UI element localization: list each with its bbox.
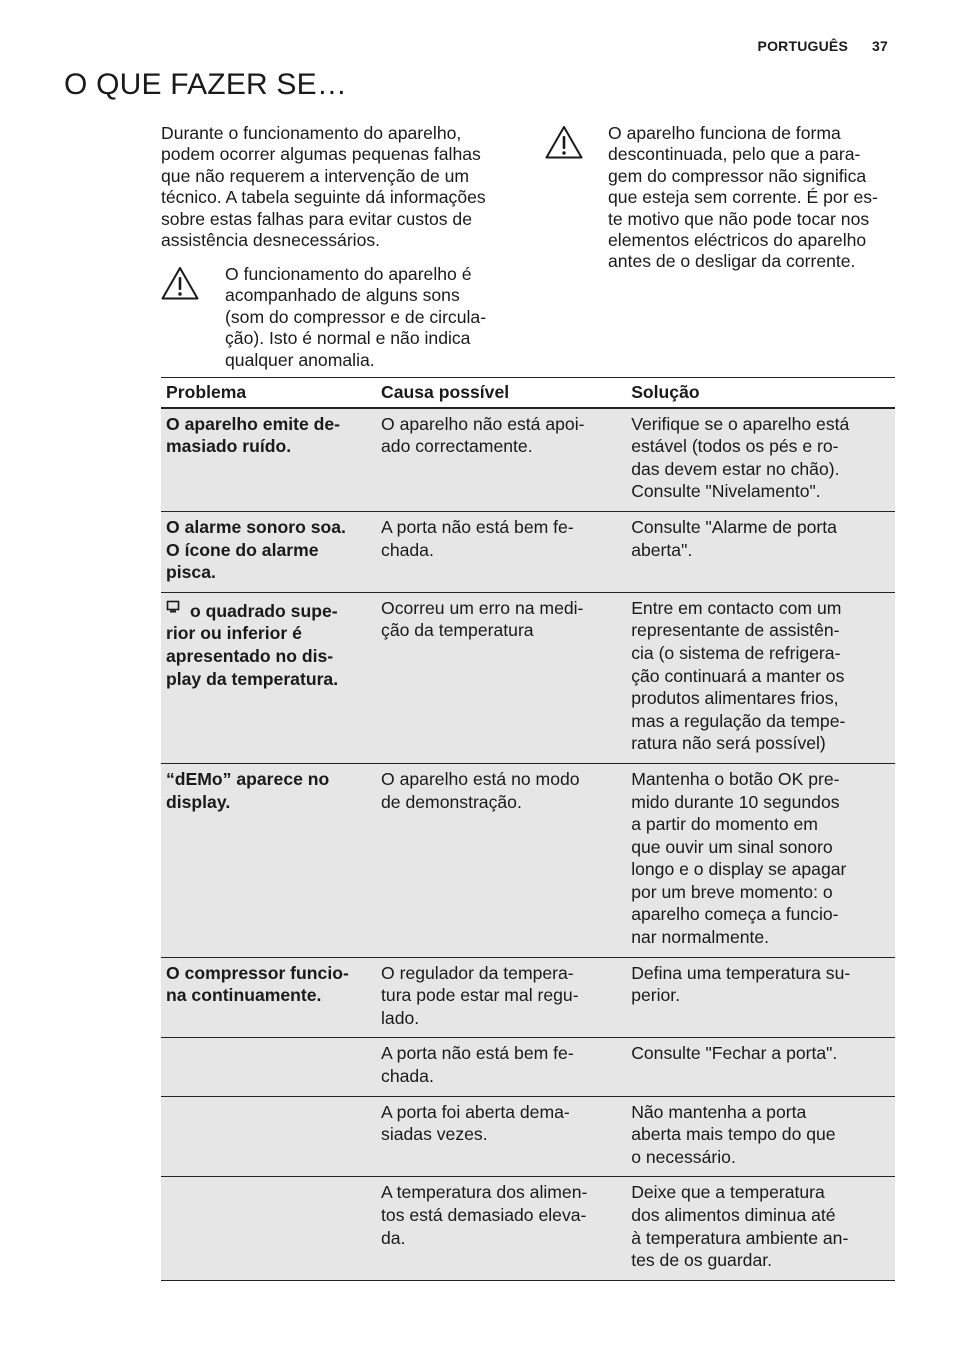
cell-problem: o quadrado supe- rior ou inferior é apresentado no dis- play da temperatura. [161,592,376,763]
table-row [161,592,895,763]
cell-solution: Consulte "Alarme de porta aberta". [626,511,895,592]
cell-problem [161,1177,376,1280]
table-row [161,1038,895,1096]
cell-solution: Verifique se o aparelho está estável (todos os pés e ro- das devem estar no chão). Consulte "Nivelamento". [626,408,895,512]
cell-problem [161,1096,376,1177]
header-language: PORTUGUÊS [757,38,849,54]
table-row [161,1177,895,1280]
warning-triangle-icon [544,124,584,160]
cell-problem: O aparelho emite de- masiado ruído. [161,408,376,512]
cell-cause: Ocorreu um erro na medi- ção da temperatura [376,592,626,763]
intro-paragraph: Durante o funcionamento do aparelho, podem ocorrer algumas pequenas falhas que não requerem a intervenção de um técnico. A tabela seguinte dá informações sobre estas falhas para evitar custos de assistência desnecessários. [161,123,486,251]
troubleshooting-table [161,377,895,1281]
cell-problem [161,1038,376,1096]
cell-cause: O aparelho não está apoi- ado correctamente. [376,408,626,512]
table-body [161,408,895,1281]
column-header-problem: Problema [161,378,376,408]
page-title: O QUE FAZER SE… [64,68,348,101]
cell-solution: Entre em contacto com um representante de assistên- cia (o sistema de refrigera- ção continuará a manter os produtos alimentares frios, mas a regulação da tempe- ratura não será possível) [626,592,895,763]
cell-cause: O regulador da tempera- tura pode estar mal regu- lado. [376,957,626,1038]
table-row [161,763,895,957]
cell-solution: Não mantenha a porta aberta mais tempo do que o necessário. [626,1096,895,1177]
display-square-icon [166,597,180,611]
cell-cause: A temperatura dos alimen- tos está demasiado eleva- da. [376,1177,626,1280]
column-header-cause: Causa possível [376,378,626,408]
cell-solution: Deixe que a temperatura dos alimentos diminua até à temperatura ambiente an- tes de os guardar. [626,1177,895,1280]
cell-solution: Defina uma temperatura su- perior. [626,957,895,1038]
cell-solution: Consulte "Fechar a porta". [626,1038,895,1096]
warning-triangle-icon [160,265,200,301]
page-header [758,38,888,54]
cell-solution: Mantenha o botão OK pre- mido durante 10 segundos a partir do momento em que ouvir um sinal sonoro longo e o display se apagar por um breve momento: o aparelho começa a funcio- nar normalmente. [626,763,895,957]
table-row [161,957,895,1038]
cell-problem: “dEMo” aparece no display. [161,763,376,957]
cell-cause: A porta não está bem fe- chada. [376,511,626,592]
column-header-solution: Solução [626,378,895,408]
table-row [161,408,895,512]
page-number: 37 [872,38,888,54]
cell-cause: A porta foi aberta dema- siadas vezes. [376,1096,626,1177]
warning-sounds-text: O funcionamento do aparelho é acompanhado de alguns sons (som do compressor e de circula- ção). Isto é normal e não indica qualquer anomalia. [225,264,487,370]
table-row [161,1096,895,1177]
warning-power-text: O aparelho funciona de forma descontinuada, pelo que a para- gem do compressor não significa que esteja sem corrente. É por es- te motivo que não pode tocar nos elementos eléctricos do aparelho antes de o desligar da corrente. [608,123,878,272]
table-row [161,511,895,592]
cell-cause: A porta não está bem fe- chada. [376,1038,626,1096]
cell-cause: O aparelho está no modo de demonstração. [376,763,626,957]
cell-problem: O alarme sonoro soa. O ícone do alarme pisca. [161,511,376,592]
table-header-row [161,378,895,408]
cell-problem: O compressor funcio- na continuamente. [161,957,376,1038]
